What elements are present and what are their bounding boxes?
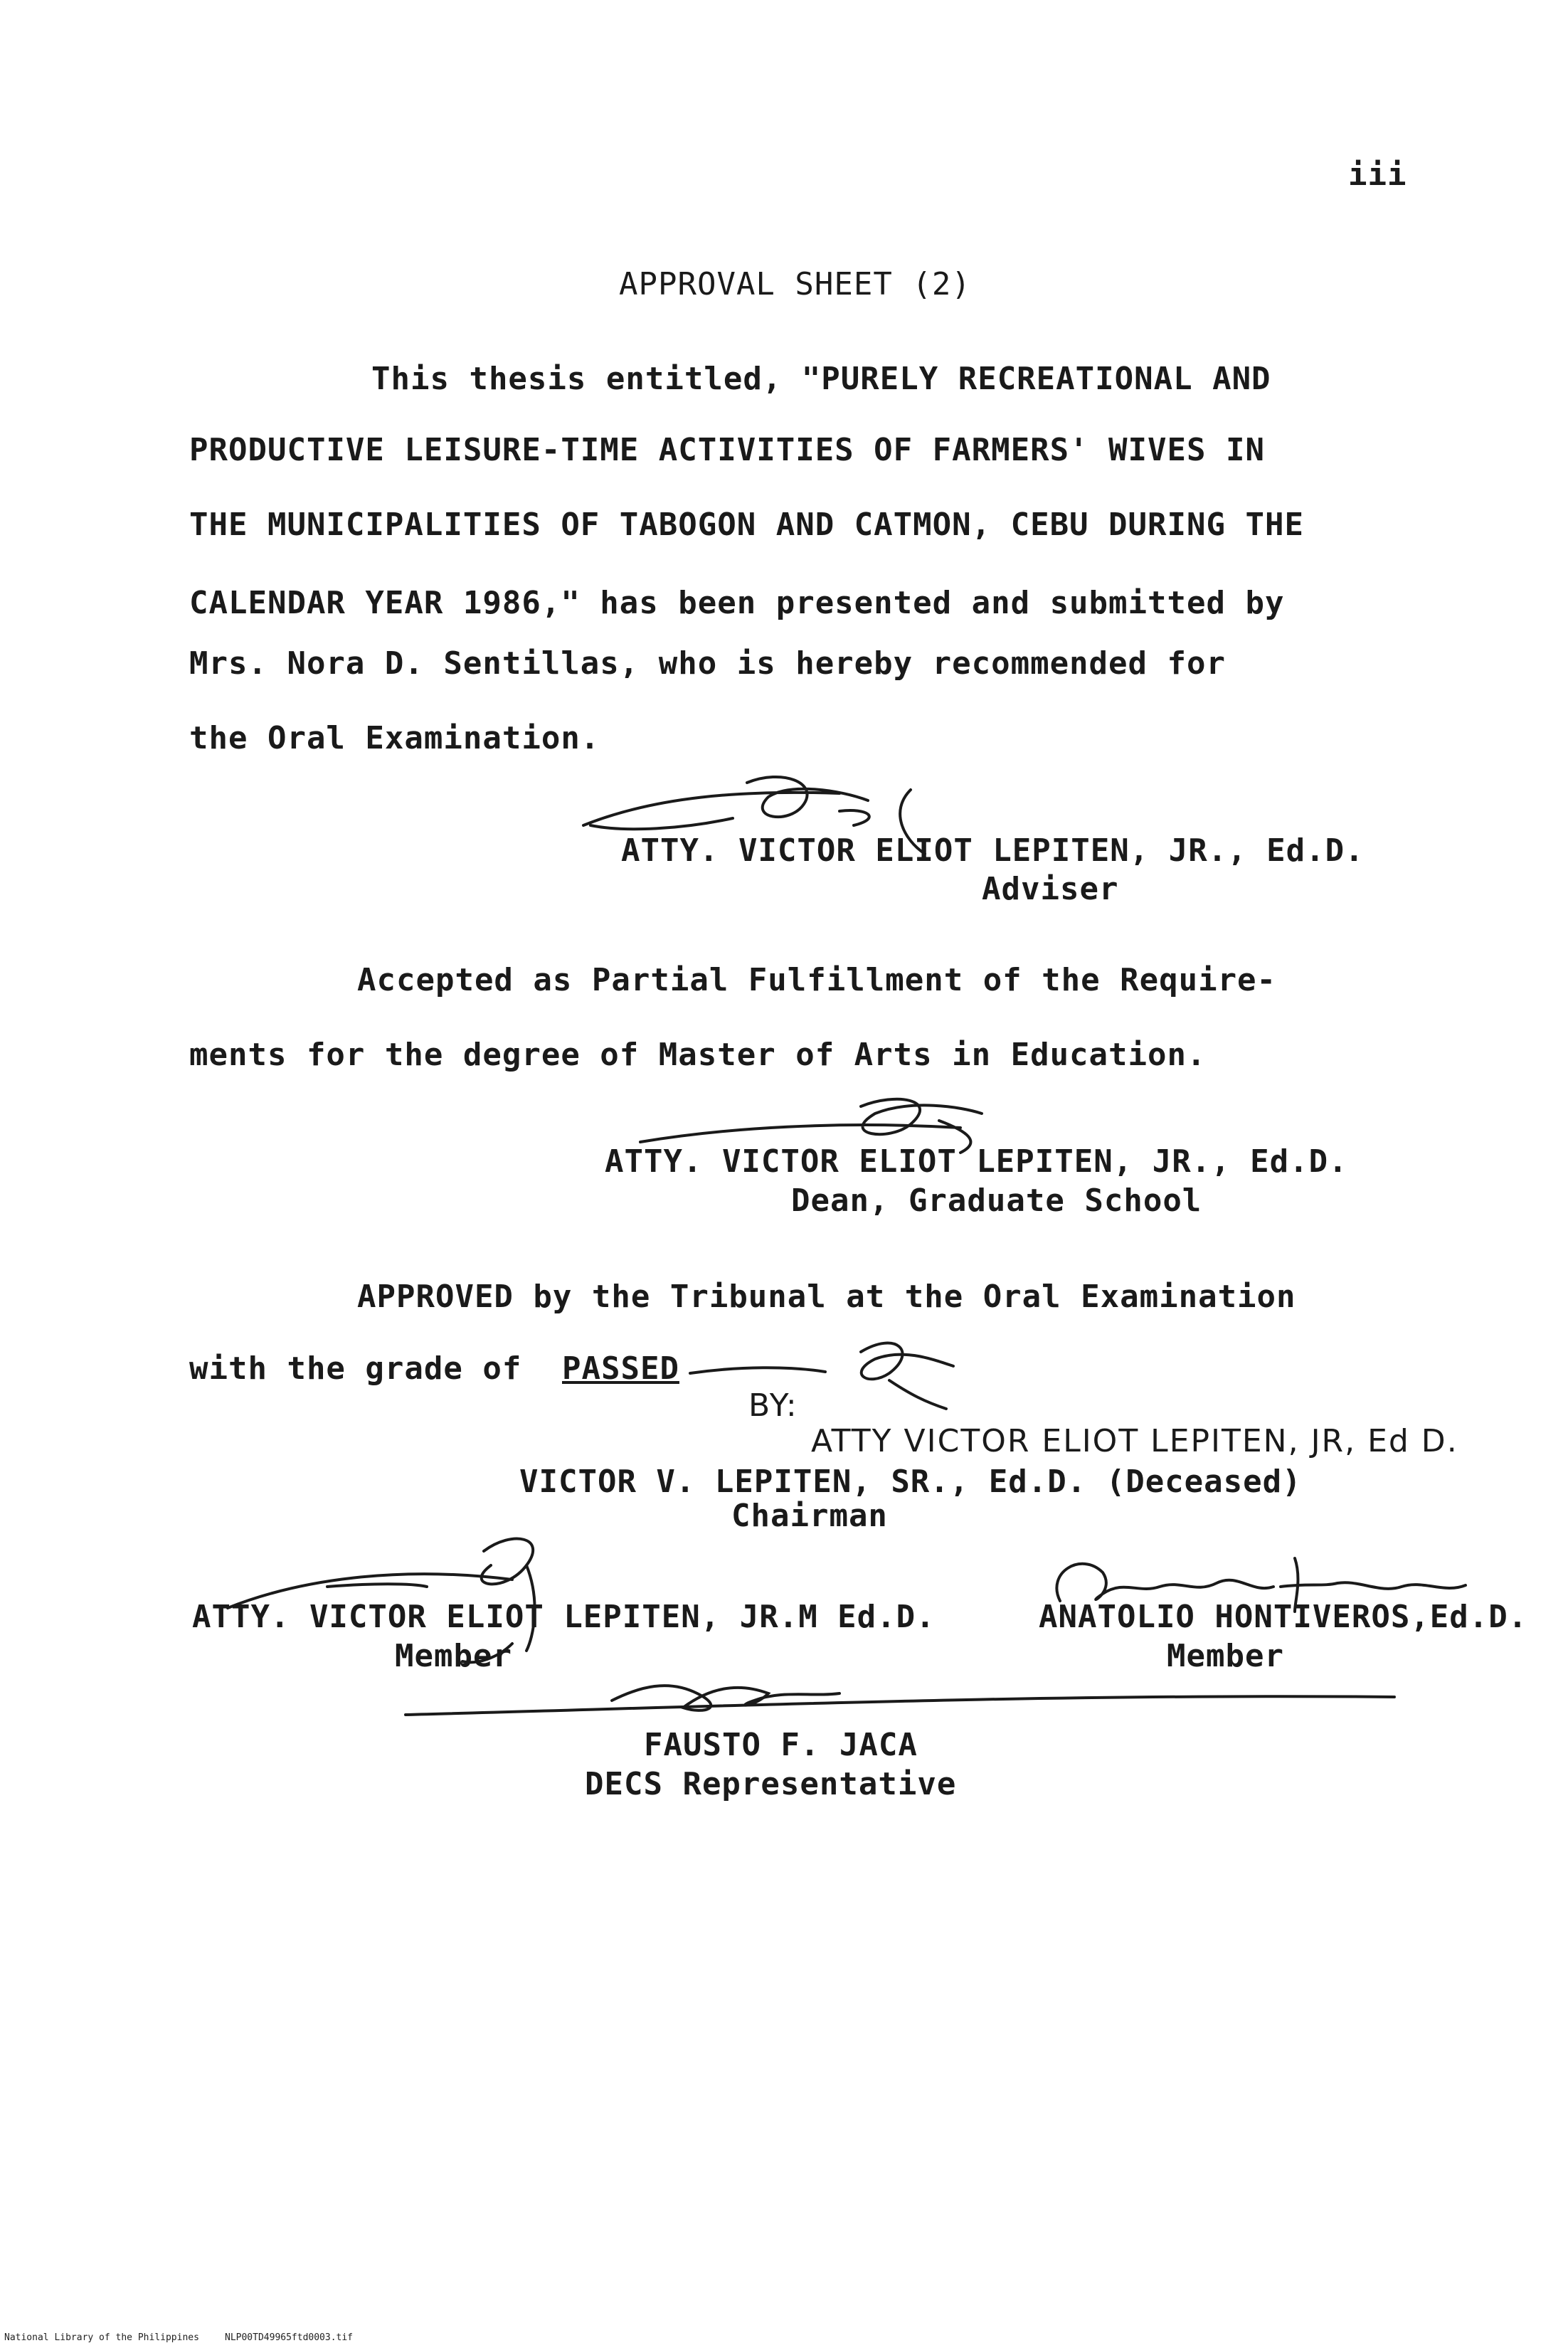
adviser-role: Adviser [982, 871, 1119, 907]
footer-source: National Library of the Philippines [4, 2332, 199, 2343]
representative-role: DECS Representative [585, 1766, 957, 1802]
body-line-1: This thesis entitled, "PURELY RECREATIONAL AND [371, 361, 1271, 397]
body-line-6: the Oral Examination. [189, 720, 600, 756]
representative-signature [398, 1658, 1430, 1729]
chairman-proxy-signature [683, 1331, 982, 1416]
chairman-name: VICTOR V. LEPITEN, SR., Ed.D. (Deceased) [519, 1464, 1302, 1500]
dean-role: Dean, Graduate School [791, 1183, 1202, 1219]
member-left-name: ATTY. VICTOR ELIOT LEPITEN, JR.M Ed.D. [192, 1599, 936, 1635]
footer-file: NLP00TD49965ftd0003.tif [225, 2332, 354, 2343]
approval-line-2-prefix: with the grade of [189, 1350, 522, 1387]
approval-line-1: APPROVED by the Tribunal at the Oral Examination [357, 1279, 1296, 1315]
representative-name: FAUSTO F. JACA [644, 1727, 918, 1763]
acceptance-line-1: Accepted as Partial Fulfillment of the Require- [357, 962, 1277, 998]
body-line-2: PRODUCTIVE LEISURE-TIME ACTIVITIES OF FARMERS' WIVES IN [189, 432, 1265, 468]
body-line-3: THE MUNICIPALITIES OF TABOGON AND CATMON, CEBU DURING THE [189, 507, 1304, 543]
adviser-name: ATTY. VICTOR ELIOT LEPITEN, JR., Ed.D. [621, 832, 1365, 869]
body-line-5: Mrs. Nora D. Sentillas, who is hereby recommended for [189, 645, 1226, 682]
acceptance-line-2: ments for the degree of Master of Arts in Education. [189, 1037, 1207, 1073]
member-left-role: Member [395, 1638, 512, 1674]
dean-name: ATTY. VICTOR ELIOT LEPITEN, JR., Ed.D. [605, 1143, 1348, 1180]
approval-handwritten-name: ATTY VICTOR ELIOT LEPITEN, JR, Ed D. [811, 1423, 1458, 1459]
approval-handwritten-by: BY: [748, 1387, 798, 1424]
approval-grade: PASSED [562, 1350, 679, 1387]
member-right-role: Member [1167, 1638, 1284, 1674]
chairman-role: Chairman [731, 1498, 888, 1534]
member-right-name: ANATOLIO HONTIVEROS,Ed.D. [1039, 1599, 1528, 1635]
page-number: iii [1348, 157, 1407, 193]
body-line-4: CALENDAR YEAR 1986," has been presented and submitted by [189, 585, 1285, 621]
page-title: APPROVAL SHEET (2) [619, 266, 971, 302]
